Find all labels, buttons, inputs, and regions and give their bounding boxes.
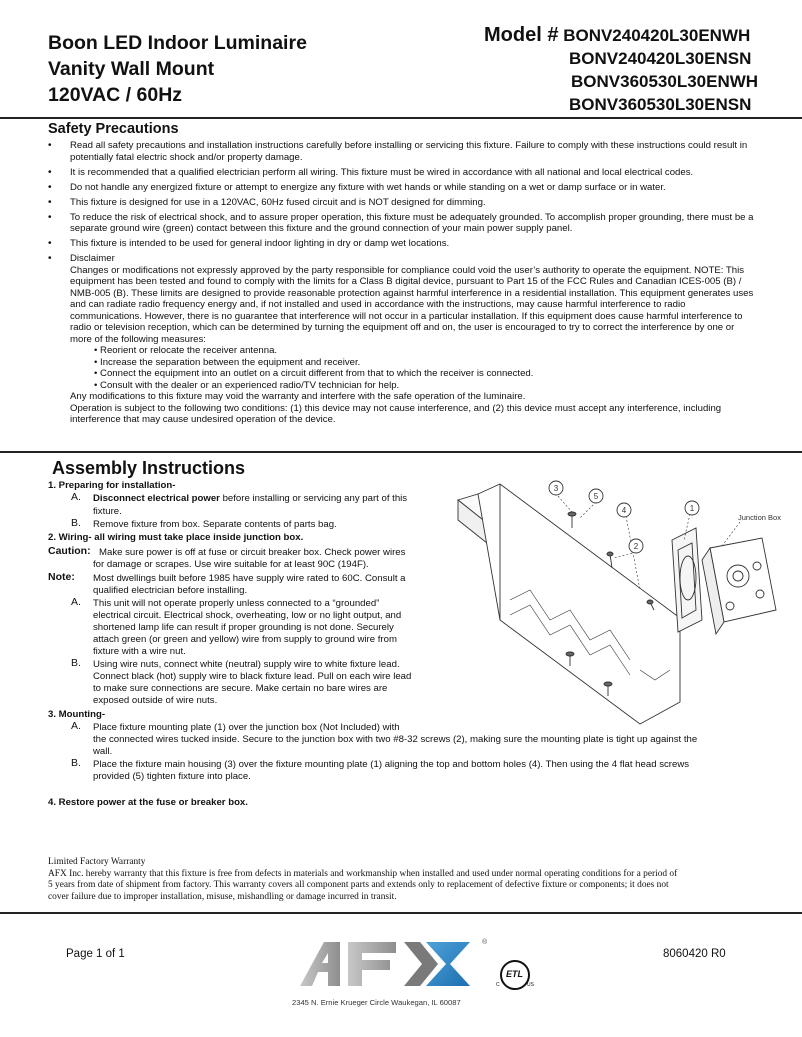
safety-item: • This fixture is intended to be used for general indoor lighting in dry or damp wet locations. bbox=[48, 238, 756, 250]
callout-label-2: 2 bbox=[633, 542, 639, 551]
warranty-title: Limited Factory Warranty bbox=[48, 857, 146, 867]
step-letter: B. bbox=[71, 657, 81, 669]
afx-logo bbox=[300, 936, 490, 994]
registered-mark: ® bbox=[482, 939, 488, 946]
logo-letter-a bbox=[300, 942, 340, 986]
step-4-heading: 4. Restore power at the fuse or breaker box. bbox=[48, 797, 248, 808]
step-1a-text-2: fixture. bbox=[93, 506, 122, 517]
step-1b-text: Remove fixture from box. Separate contents of parts bag. bbox=[93, 519, 337, 530]
note-text: qualified electrician before installing. bbox=[93, 585, 248, 596]
safety-item: • It is recommended that a qualified electrician perform all wiring. This fixture must be wired in accordance with all national and local electrical codes. bbox=[48, 167, 756, 179]
callout-label-1: 1 bbox=[689, 504, 695, 513]
assembly-heading: Assembly Instructions bbox=[52, 458, 246, 478]
step-1a-bold: Disconnect electrical power bbox=[93, 493, 220, 504]
logo-letter-f bbox=[348, 942, 396, 986]
title-line: Boon LED Indoor Luminaire bbox=[48, 32, 307, 54]
document-number: 8060420 R0 bbox=[663, 948, 726, 960]
disclaimer-body: Changes or modifications not expressly approved by the party responsible for compliance could void the user’s authority to operate the equipment. NOTE: This equipment has been tested and found to comply with the limits for a Class B digital device, pursuant to Part 15 of the FCC Rules and Canadian ICES-005 (B) / NMB-005 (B). These limits are designed to provide reasonable protection against harmful interference in a residential installation. This equipment generates uses and can radiate radio frequency energy and, if not installed and used in accordance with the instructions, may cause harmful interference to radio communications. However, there is no guarantee that interference will not occur in a particular installation. If this equipment does cause harmful interference to radio or television reception, which can be determined by turning the equipment off and on, the user is encouraged to try to correct the interference by one or more of the following measures: bbox=[70, 264, 754, 345]
exploded-diagram bbox=[440, 470, 790, 732]
step-3-heading: 3. Mounting- bbox=[48, 709, 106, 720]
step-2a-text: This unit will not operate properly unless connected to a “grounded” bbox=[93, 598, 380, 609]
caution-text: for damage or scrapes. Use wire suitable for at least 90C (194F). bbox=[93, 559, 369, 570]
caution-label: Caution: bbox=[48, 545, 91, 557]
step-letter: B. bbox=[71, 517, 81, 529]
step-2b-text: exposed outside of wire nuts. bbox=[93, 695, 218, 706]
callout-label-4: 4 bbox=[621, 506, 627, 515]
model-number: BONV360530L30ENSN bbox=[569, 95, 752, 114]
warranty-line: AFX Inc. hereby warranty that this fixture is free from defects in materials and workmanship when installed and used under normal operating conditions for a period of bbox=[48, 868, 678, 879]
step-letter: B. bbox=[71, 757, 81, 769]
callout-label-5: 5 bbox=[593, 492, 599, 501]
safety-item: • Read all safety precautions and installation instructions carefully before installing or servicing this fixture. Failure to comply with these instructions could result in potentially fatal electric shock and/or property damage. bbox=[48, 140, 756, 163]
step-3a-text: wall. bbox=[93, 746, 113, 757]
warranty bbox=[48, 857, 768, 903]
step-letter: A. bbox=[71, 491, 81, 503]
note-text: Most dwellings built before 1985 have supply wire rated to 60C. Consult a bbox=[93, 573, 406, 584]
measure-item: • Consult with the dealer or an experienced radio/TV technician for help. bbox=[94, 379, 400, 391]
disclaimer-text: Operation is subject to the following two conditions: (1) this device may not cause interference, and (2) this device must accept any interference, including interference that may cause undesired operation of the device. bbox=[70, 402, 722, 426]
model-number: BONV240420L30ENWH bbox=[563, 26, 751, 45]
step-2a-text: attach green (or green and yellow) wire from supply to ground wire from bbox=[93, 634, 397, 645]
footer-rule bbox=[0, 912, 802, 914]
step-3a-text: the connected wires tucked inside. Secure to the junction box with two #8-32 screws (2), making sure the mounting plate is tight up against the bbox=[93, 734, 698, 745]
etl-text: ETL bbox=[506, 969, 523, 979]
step-2b-text: to make sure connections are secure. Make certain no bare wires are bbox=[93, 683, 388, 694]
safety-item: • Do not handle any energized fixture or attempt to energize any fixture with wet hands or while standing on a wet or damp surface or in water. bbox=[48, 182, 756, 194]
disclaimer-text: Any modifications to this fixture may void the warranty and interfere with the safe operation of the luminaire. bbox=[70, 391, 526, 403]
caution-text: Make sure power is off at fuse or circuit breaker box. Check power wires bbox=[99, 547, 406, 558]
model-numbers bbox=[484, 24, 784, 116]
step-1-heading: 1. Preparing for installation- bbox=[48, 480, 176, 491]
document-title bbox=[48, 30, 307, 108]
model-number: BONV360530L30ENWH bbox=[571, 72, 759, 91]
warranty-line: cover failure due to improper installation, misuse, mishandling or damage incurred in transit. bbox=[48, 891, 397, 902]
flat-head-screw-top bbox=[568, 512, 576, 528]
step-1a-rest: before installing or servicing any part of this bbox=[219, 493, 408, 504]
safety-item: • Disclaimer bbox=[48, 253, 756, 265]
safety-item: • This fixture is designed for use in a 120VAC, 60Hz fused circuit and is NOT designed for dimming. bbox=[48, 197, 756, 209]
page-number: Page 1 of 1 bbox=[66, 948, 125, 960]
afx-logo-graphic bbox=[300, 936, 490, 994]
step-2a-text: electrical circuit. Electrical shock, overheating, low or no light output, and bbox=[93, 610, 402, 621]
step-1a-text bbox=[93, 493, 453, 504]
warranty-line: 5 years from date of shipment from factory. This warranty covers all component parts and extends only to replacement of defective fixture or components; it does not bbox=[48, 880, 669, 891]
safety-list bbox=[48, 140, 756, 426]
step-2a-text: shortened lamp life can result if proper grounding is not done. Securely bbox=[93, 622, 394, 633]
model-label: Model # bbox=[484, 24, 559, 46]
safety-heading: Safety Precautions bbox=[48, 121, 179, 137]
step-2b-text: Using wire nuts, connect white (neutral) supply wire to white fixture lead. bbox=[93, 659, 400, 670]
step-2b-text: Connect black (hot) supply wire to black fixture lead. Pull on each wire lead bbox=[93, 671, 412, 682]
step-3b-text: provided (5) tighten fixture into place. bbox=[93, 771, 251, 782]
step-letter: A. bbox=[71, 596, 81, 608]
step-2a-text: fixture with a wire nut. bbox=[93, 646, 186, 657]
step-3b-text: Place the fixture main housing (3) over the fixture mounting plate (1) aligning the top and bottom holes (4). Then using the 4 flat head screws bbox=[93, 759, 690, 770]
measure-item: • Connect the equipment into an outlet on a circuit different from that to which the receiver is connected. bbox=[94, 368, 534, 380]
junction-box-label: Junction Box bbox=[738, 513, 781, 522]
measure-item: • Increase the separation between the equipment and receiver. bbox=[94, 356, 361, 368]
section-rule bbox=[0, 451, 802, 453]
step-2-heading: 2. Wiring- all wiring must take place inside junction box. bbox=[48, 532, 304, 543]
etl-c: C bbox=[496, 982, 500, 988]
safety-item: • To reduce the risk of electrical shock, and to assure proper operation, this fixture must be adequately grounded. To accomplish proper grounding, there must be a separate ground wire (green) contact between this fixture and the ground connection of your main power supply panel. bbox=[48, 212, 756, 235]
step-3a-text: Place fixture mounting plate (1) over the junction box (Not Included) with bbox=[93, 722, 400, 733]
title-line: Vanity Wall Mount bbox=[48, 58, 215, 80]
measure-item: • Reorient or relocate the receiver antenna. bbox=[94, 345, 278, 357]
step-letter: A. bbox=[71, 720, 81, 732]
company-address: 2345 N. Ernie Krueger Circle Waukegan, IL 60087 bbox=[292, 998, 461, 1007]
header-rule bbox=[0, 117, 802, 119]
etl-cert-mark bbox=[494, 954, 536, 996]
title-line: 120VAC / 60Hz bbox=[48, 84, 183, 106]
callout-label-3: 3 bbox=[553, 484, 559, 493]
disclaimer bbox=[48, 265, 756, 426]
note-label: Note: bbox=[48, 571, 75, 583]
model-number: BONV240420L30ENSN bbox=[569, 49, 752, 68]
etl-us: US bbox=[527, 982, 534, 988]
